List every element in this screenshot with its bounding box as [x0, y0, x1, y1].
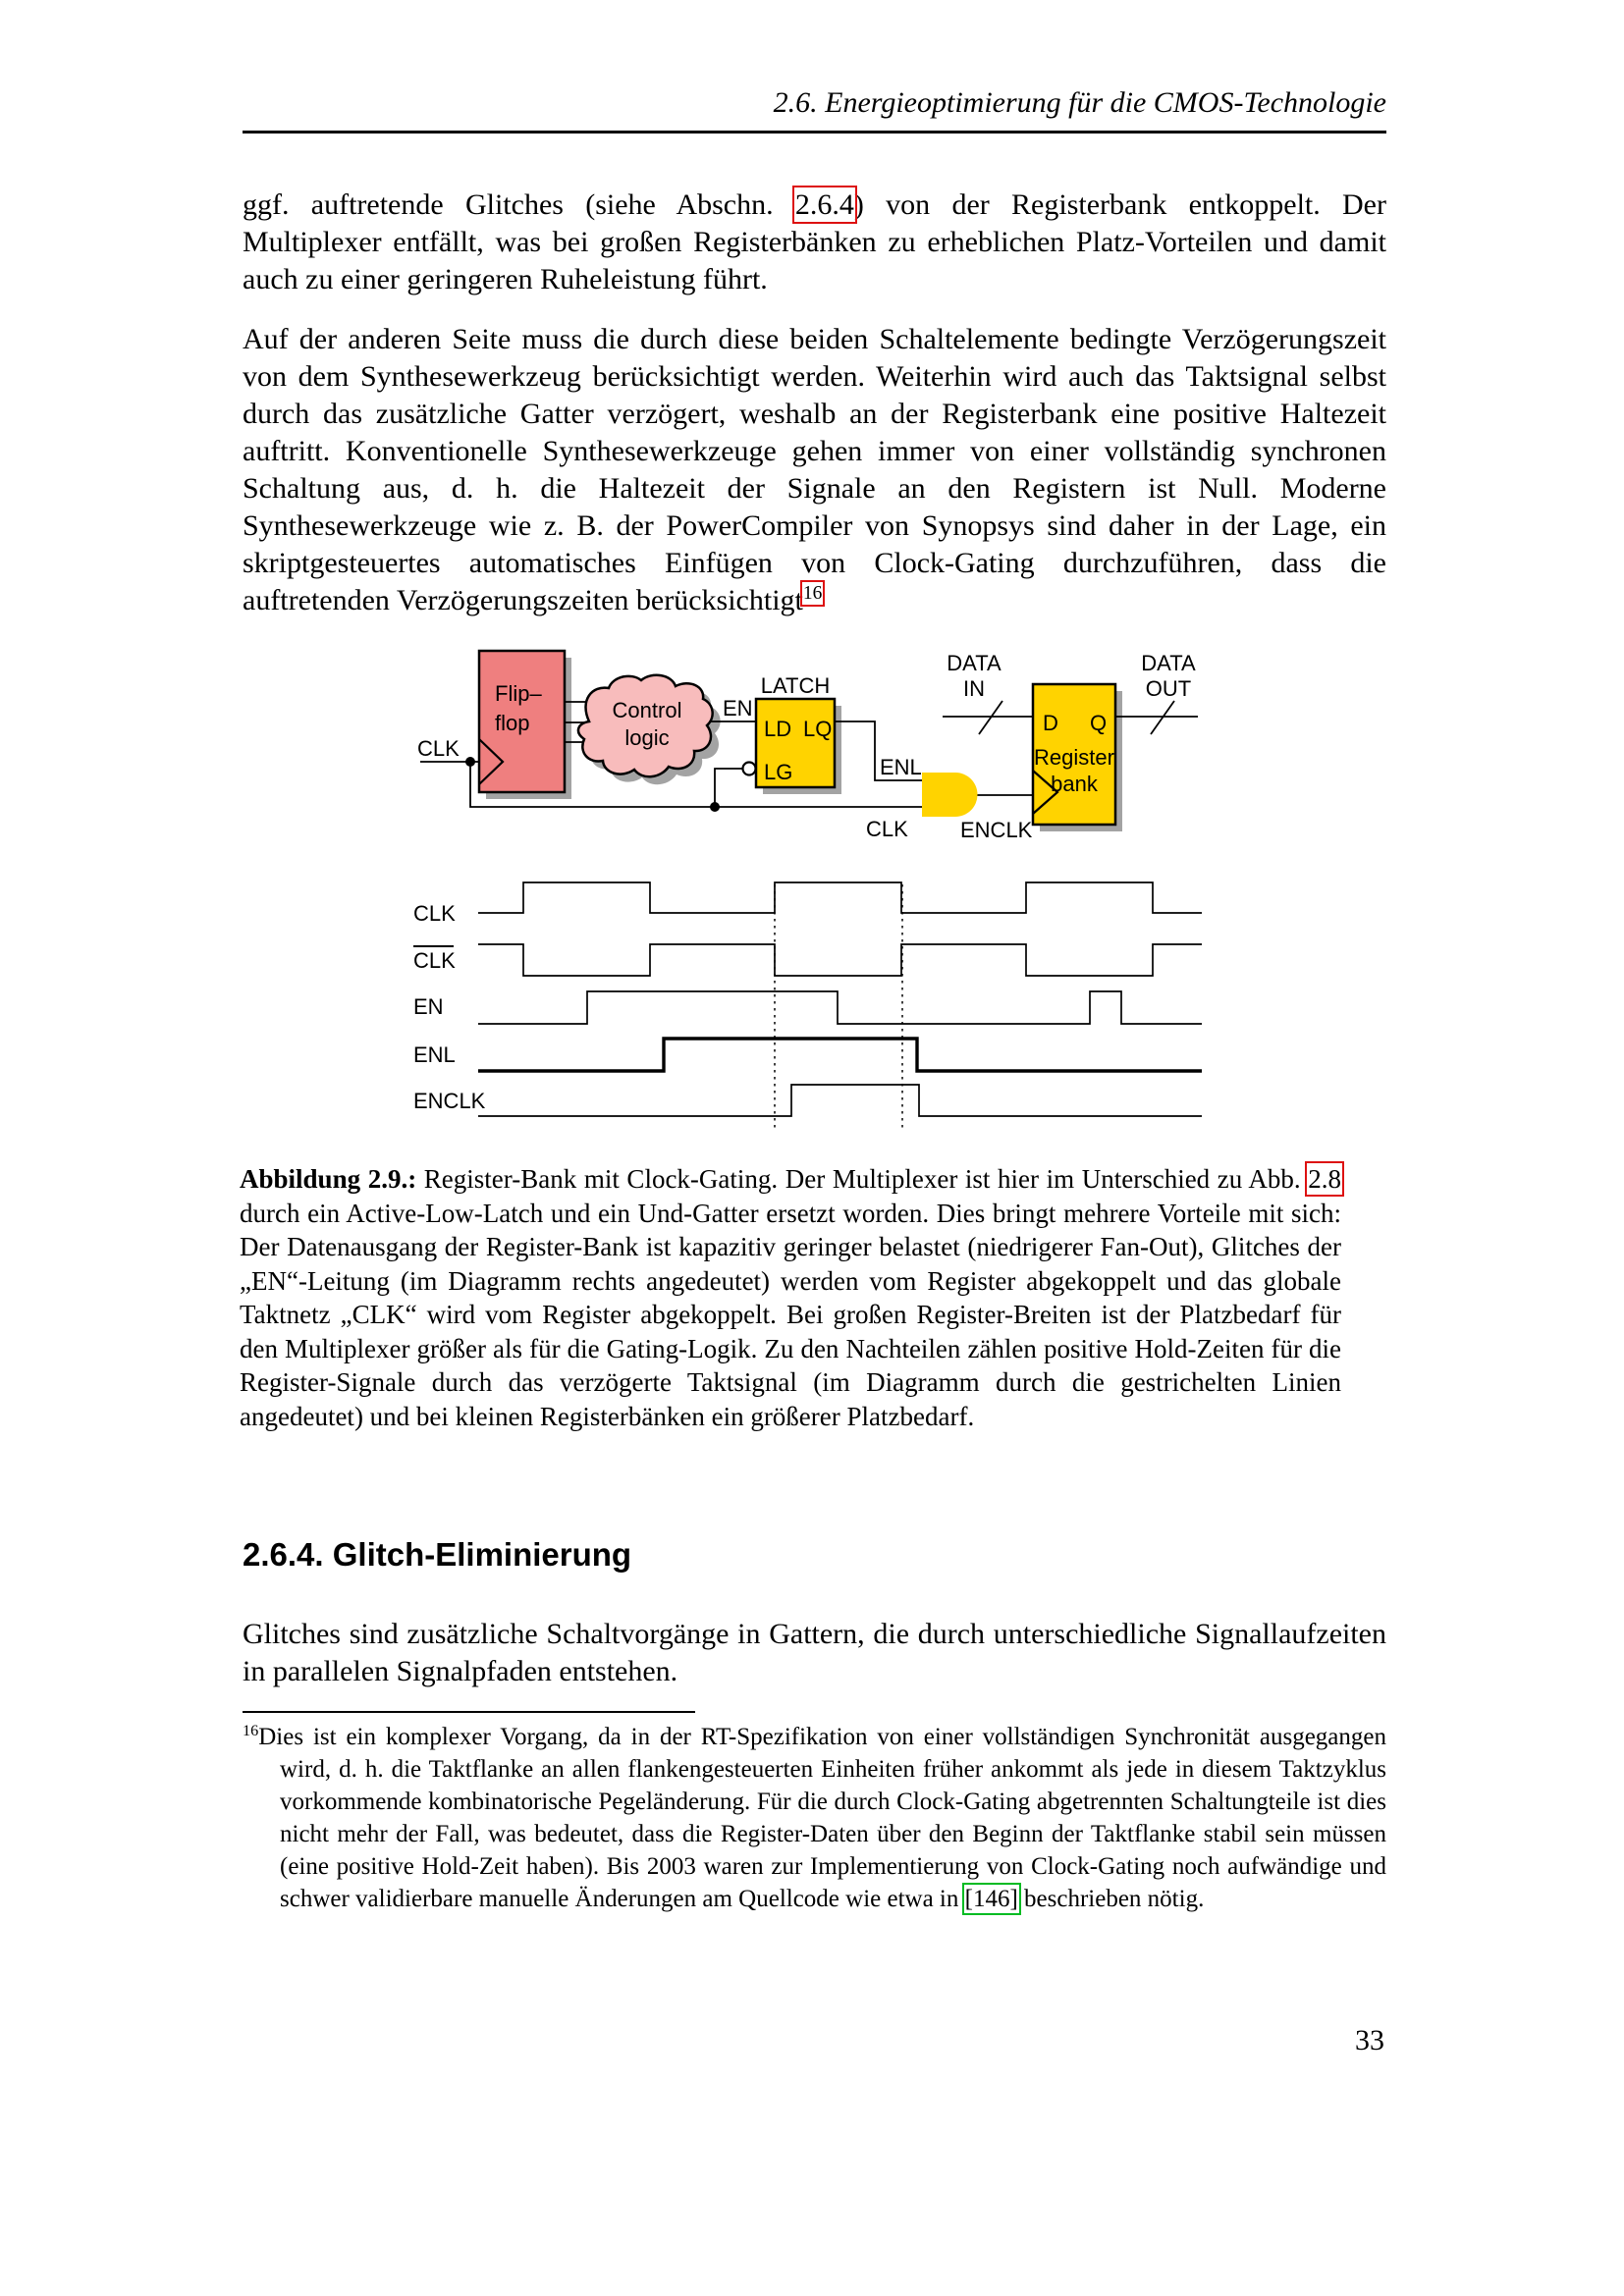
section-heading: 2.6.4. Glitch-Eliminierung	[243, 1536, 632, 1573]
data-in-label-1: DATA	[947, 651, 1001, 675]
figure-caption-text-after: durch ein Active-Low-Latch und ein Und-Gatter ersetzt worden. Dies bringt mehrere Vorteile mit sich: Der Datenausgang der Register-Bank ist kapazitiv geringer belastet (niedrigerer Fan-Out), Glitches der „EN“-Leitung (im Diagramm rechts angedeutet) werden vom Register abgekoppelt und das globale Taktnetz „CLK“ wird vom Register abgekoppelt. Bei großen Register-Breiten ist der Platzbedarf für den Multiplexer größer als für die Gating-Logik. Zu den Nachteilen zählen positive Hold-Zeiten für die Register-Signale durch das verzögerte Taktsignal (im Diagramm durch die gestrichelten Linien angedeutet) und bei kleinen Registerbänken ein größerer Platzbedarf.	[240, 1198, 1341, 1431]
en-label: EN	[723, 696, 753, 721]
paragraph-2	[243, 321, 1386, 619]
enclk-waveform	[478, 1085, 1202, 1116]
citation-link-146[interactable]: [146]	[964, 1886, 1018, 1912]
latch-title: LATCH	[760, 673, 831, 698]
clk-waveform	[478, 882, 1202, 913]
en-waveform	[478, 991, 1202, 1024]
latch-lq-label: LQ	[803, 717, 833, 741]
flip-flop-label-2: flop	[495, 711, 530, 735]
data-in-label-2: IN	[963, 676, 985, 701]
figure-ref-link-2-8[interactable]: 2.8	[1308, 1164, 1341, 1194]
control-logic-label-2: logic	[624, 725, 670, 750]
footnote-text: Dies ist ein komplexer Vorgang, da in der RT-Spezifikation von einer vollständigen Synchronität ausgegangen wird, d. h. die Taktflanke an allen flankengesteuerten Einheiten früher ankommt als jede in diesem Taktzyklus vorkommende kombinatorische Pegeländerung. Für die durch Clock-Gating abgetrennten Schaltungteile ist dies nicht mehr der Fall, was bedeutet, dass die Register-Daten über den Beginn der Taktflanke stabil sein müssen (eine positive Hold-Zeit haben). Bis 2003 waren zur Implementierung von Clock-Gating noch aufwändige und schwer validierbare manuelle Änderungen am Quellcode wie etwa in	[258, 1724, 1386, 1912]
data-out-bus-slash	[1151, 701, 1174, 734]
paragraph-3: Glitches sind zusätzliche Schaltvorgänge in Gattern, die durch unterschiedliche Signallaufzeiten in parallelen Signalpfaden entstehen.	[243, 1618, 1386, 1687]
rail-junction-dot	[710, 802, 720, 812]
paragraph-1	[243, 187, 1386, 298]
latch-ld-label: LD	[764, 717, 792, 741]
paragraph-1-text-after: ) von der Registerbank entkoppelt. Der Multiplexer entfällt, was bei großen Registerbänken zu erheblichen Platz-Vorteilen und damit auch zu einer geringeren Ruheleistung führt.	[243, 188, 1386, 295]
register-bank-label-2: bank	[1051, 772, 1098, 796]
clk-junction-dot	[465, 757, 475, 767]
clk-left-label: CLK	[417, 736, 460, 761]
flip-flop-label-1: Flip–	[495, 681, 542, 706]
data-out-label-2: OUT	[1145, 676, 1192, 701]
section-ref-link-2-6-4[interactable]: 2.6.4	[794, 188, 854, 221]
register-bank-label-1: Register	[1034, 745, 1114, 770]
timing-en-label: EN	[413, 994, 444, 1019]
register-d-label: D	[1043, 711, 1058, 735]
footnote-text-after: beschrieben nötig.	[1017, 1886, 1205, 1912]
clk-bottom-label: CLK	[866, 817, 908, 841]
footnote-ref-link-16[interactable]: 16	[802, 583, 823, 605]
footnote-rule	[243, 1711, 695, 1713]
timing-enl-label: ENL	[413, 1042, 456, 1067]
control-logic-label-1: Control	[612, 698, 682, 722]
enclk-label: ENCLK	[960, 818, 1033, 842]
data-out-label-1: DATA	[1141, 651, 1196, 675]
enl-label: ENL	[880, 755, 922, 779]
page-number: 33	[1355, 2024, 1384, 2056]
timing-clk-label: CLK	[413, 901, 456, 926]
footnote-mark: 16	[243, 1722, 259, 1740]
figure-2-9-diagram	[403, 638, 1218, 1139]
figure-caption-label: Abbildung 2.9.:	[240, 1164, 417, 1194]
figure-caption	[240, 1162, 1341, 1433]
data-in-bus-slash	[979, 701, 1002, 734]
latch-lg-inverter-bubble	[743, 763, 756, 775]
clk-bar-waveform	[478, 944, 1202, 976]
header-rule	[243, 131, 1386, 133]
timing-enclk-label: ENCLK	[413, 1089, 486, 1113]
latch-lg-label: LG	[764, 760, 793, 784]
paragraph-2-text: Auf der anderen Seite muss die durch diese beiden Schaltelemente bedingte Verzögerungszeit von dem Synthesewerkzeug berücksichtigt werden. Weiterhin wird auch das Taktsignal selbst durch das zusätzliche Gatter verzögert, weshalb an der Registerbank eine positive Haltezeit auftritt. Konventionelle Synthesewerkzeuge gehen immer von einer vollständig synchronen Schaltung aus, d. h. die Haltezeit der Signale an den Registern ist Null. Moderne Synthesewerkzeuge wie z. B. der PowerCompiler von Synopsys sind daher in der Lage, ein skriptgesteuertes automatisches Einfügen von Clock-Gating durchzuführen, dass die auftretenden Verzögerungszeiten berücksichtigt	[243, 323, 1386, 616]
running-header-title: 2.6. Energieoptimierung für die CMOS-Technologie	[773, 86, 1386, 119]
register-q-label: Q	[1090, 711, 1108, 735]
paragraph-1-text: ggf. auftretende Glitches (siehe Abschn.	[243, 188, 795, 221]
and-gate	[922, 773, 978, 817]
lg-wire	[715, 769, 742, 807]
timing-clk-bar-label: CLK	[413, 948, 456, 973]
enl-waveform	[478, 1039, 1202, 1071]
figure-caption-text: Register-Bank mit Clock-Gating. Der Multiplexer ist hier im Unterschied zu Abb.	[416, 1164, 1309, 1194]
footnote	[243, 1721, 1386, 1915]
